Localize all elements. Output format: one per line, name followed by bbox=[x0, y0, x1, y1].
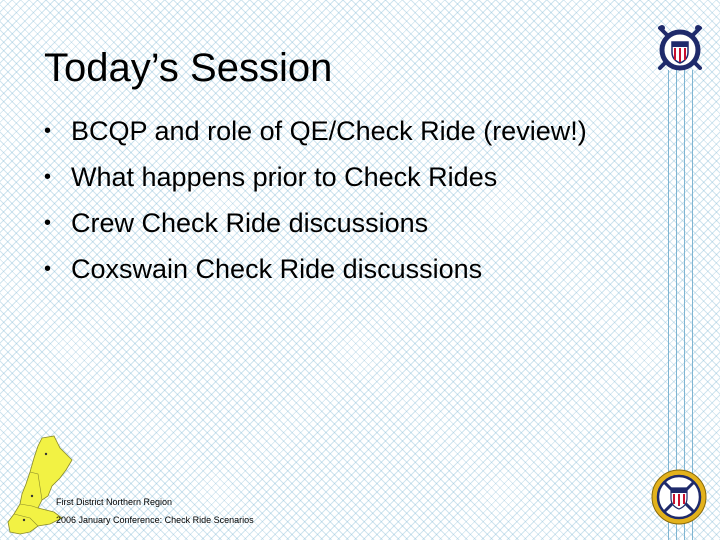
bullet-text: BCQP and role of QE/Check Ride (review!) bbox=[71, 116, 587, 146]
coast-guard-emblem-icon bbox=[652, 20, 708, 78]
bullet-icon: • bbox=[44, 212, 52, 234]
footer-region: First District Northern Region bbox=[56, 497, 173, 507]
bullet-icon: • bbox=[44, 166, 52, 188]
coast-guard-auxiliary-seal-icon bbox=[650, 468, 708, 526]
bullet-text: Crew Check Ride discussions bbox=[71, 208, 429, 238]
footer-conference: 2006 January Conference: Check Ride Scenarios bbox=[56, 515, 254, 525]
bullet-text: Coxswain Check Ride discussions bbox=[71, 254, 483, 284]
bullet-item bbox=[44, 116, 604, 147]
bullet-icon: • bbox=[44, 120, 52, 142]
bullet-list bbox=[44, 116, 604, 300]
slide-title: Today’s Session bbox=[44, 46, 333, 90]
bullet-icon: • bbox=[44, 258, 52, 280]
bullet-item bbox=[44, 162, 604, 193]
bullet-item bbox=[44, 254, 604, 285]
bullet-text: What happens prior to Check Rides bbox=[71, 162, 498, 192]
bullet-item bbox=[44, 208, 604, 239]
